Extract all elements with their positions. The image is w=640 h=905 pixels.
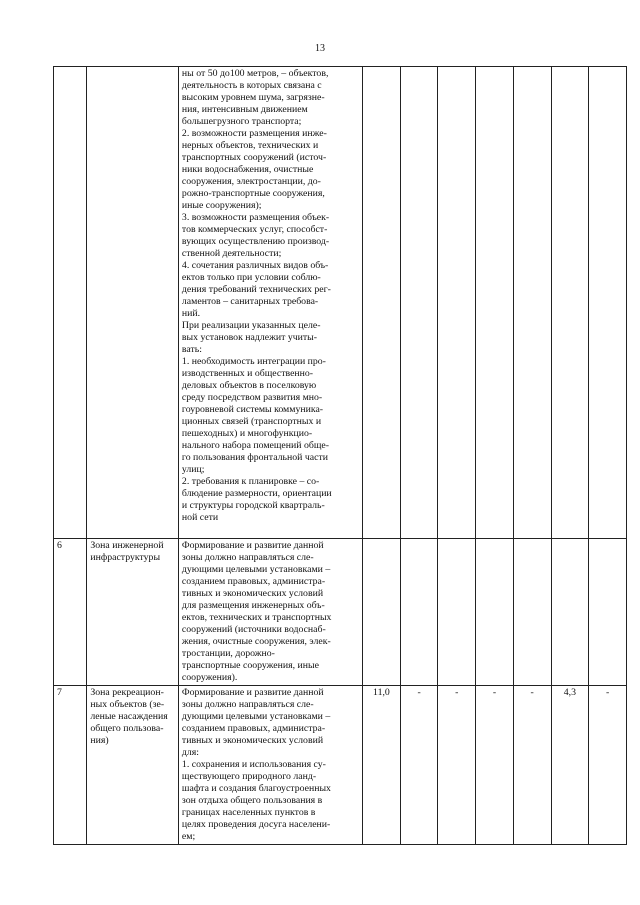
description-line: сооружения).	[181, 672, 238, 683]
description-line: дующими целевыми установками –	[181, 564, 331, 575]
description-line: нального набора помещений обще-	[181, 440, 329, 451]
description-line: тивных и экономических условий	[181, 735, 324, 746]
value-cell	[476, 539, 514, 686]
description-line: дующими целевыми установками –	[181, 711, 331, 722]
description-line: нерных объектов, технических и	[181, 140, 319, 151]
zone-name-line: общего пользова-	[90, 723, 164, 734]
zone-name-line: Зона инженерной	[90, 540, 164, 551]
value-cell	[400, 539, 438, 686]
description-line: деятельность в которых связана с	[181, 80, 322, 91]
description-line: рожно-транспортные сооружения,	[181, 188, 325, 199]
value-cell	[513, 67, 551, 539]
description-line: го пользования фронтальной части	[181, 452, 328, 463]
description-line: деловых объектов в поселковую	[181, 380, 317, 391]
description-line: ционных связей (транспортных и	[181, 416, 322, 427]
description-line: ем;	[181, 831, 196, 842]
description-line: иные сооружения);	[181, 200, 262, 211]
zoning-table	[53, 66, 627, 845]
description-line: границах населенных пунктов в	[181, 807, 316, 818]
zone-description-cell	[178, 539, 362, 686]
description-line: ственной деятельности;	[181, 248, 282, 259]
description-line: целях проведения досуга населени-	[181, 819, 331, 830]
description-line: вых установок надлежит учиты-	[181, 332, 318, 343]
description-line: ламентов – санитарных требова-	[181, 296, 319, 307]
description-line: изводственных и общественно-	[181, 368, 314, 379]
value-cell	[551, 539, 589, 686]
description-line: сооружений (источники водоснаб-	[181, 624, 326, 635]
description-line: зоны должно направляться сле-	[181, 552, 314, 563]
value-cell: -	[438, 686, 476, 845]
value-cell	[438, 539, 476, 686]
description-line: транспортных сооружений (источ-	[181, 152, 327, 163]
description-line: ной сети	[181, 512, 219, 523]
value-cell	[438, 67, 476, 539]
value-cell	[363, 67, 401, 539]
description-line: тростанции, дорожно-	[181, 648, 275, 659]
value-cell: -	[476, 686, 514, 845]
table-row	[54, 539, 627, 686]
description-line: для:	[181, 747, 200, 758]
description-line: ектов, технических и транспортных	[181, 612, 332, 623]
description-line: шафта и создания благоустроенных	[181, 783, 331, 794]
description-line: 3. возможности размещения объек-	[181, 212, 330, 223]
description-line: транспортные сооружения, иные	[181, 660, 319, 671]
description-line: тивных и экономических условий	[181, 588, 324, 599]
value-cell	[513, 539, 551, 686]
description-line: зон отдыха общего пользования в	[181, 795, 323, 806]
zone-name-cell	[87, 67, 179, 539]
description-line: и структуры городской квартраль-	[181, 500, 325, 511]
description-line: ны от 50 до100 метров, – объектов,	[181, 68, 329, 79]
value-cell: -	[589, 686, 627, 845]
description-line: 2. возможности размещения инже-	[181, 128, 327, 139]
description-line: ний.	[181, 308, 201, 319]
zone-description-cell	[178, 67, 362, 539]
description-line: для размещения инженерных объ-	[181, 600, 325, 611]
zone-description-cell	[178, 686, 362, 845]
description-line: сооружения, электростанции, до-	[181, 176, 321, 187]
row-number-cell: 6	[54, 539, 87, 686]
value-cell: -	[513, 686, 551, 845]
description-line: 1. необходимость интеграции про-	[181, 356, 326, 367]
description-line: среду посредством развития мно-	[181, 392, 323, 403]
description-line: высоким уровнем шума, загрязне-	[181, 92, 325, 103]
description-line: дения требований технических рег-	[181, 284, 331, 295]
description-line: созданием правовых, администра-	[181, 576, 326, 587]
zone-name-line: Зона рекреацион-	[90, 687, 164, 698]
description-line: вующих осуществлению производ-	[181, 236, 330, 247]
zone-name-cell	[87, 686, 179, 845]
description-line: ники водоснабжения, очистные	[181, 164, 314, 175]
description-line: 4. сочетания различных видов объ-	[181, 260, 329, 271]
description-line: ния, интенсивным движением	[181, 104, 308, 115]
description-line: большегрузного транспорта;	[181, 116, 302, 127]
description-line: тов коммерческих услуг, способст-	[181, 224, 328, 235]
value-cell: 4,3	[551, 686, 589, 845]
description-line: Формирование и развитие данной	[181, 687, 324, 698]
zone-name-line: ния)	[90, 735, 109, 746]
description-line: При реализации указанных целе-	[181, 320, 321, 331]
value-cell	[476, 67, 514, 539]
description-line: вать:	[181, 344, 202, 355]
value-cell	[363, 539, 401, 686]
description-line: гоуровневой системы коммуника-	[181, 404, 324, 415]
page-number: 13	[315, 43, 325, 54]
row-number-cell	[54, 67, 87, 539]
value-cell	[589, 539, 627, 686]
zone-name-line: инфраструктуры	[90, 552, 161, 563]
description-line: Формирование и развитие данной	[181, 540, 324, 551]
description-line: зоны должно направляться сле-	[181, 699, 314, 710]
row-number-cell: 7	[54, 686, 87, 845]
description-line: жения, очистные сооружения, элек-	[181, 636, 331, 647]
value-cell	[589, 67, 627, 539]
table-row	[54, 67, 627, 539]
description-line: блюдение размерности, ориентации	[181, 488, 332, 499]
description-line: 2. требования к планировке – со-	[181, 476, 320, 487]
value-cell: 11,0	[363, 686, 401, 845]
description-line: ществующего природного ланд-	[181, 771, 317, 782]
value-cell	[400, 67, 438, 539]
value-cell	[551, 67, 589, 539]
description-line: 1. сохранения и использования су-	[181, 759, 326, 770]
value-cell: -	[400, 686, 438, 845]
description-line: улиц;	[181, 464, 205, 475]
zone-name-cell	[87, 539, 179, 686]
zone-name-line: ных объектов (зе-	[90, 699, 165, 710]
description-line: ектов только при условии соблю-	[181, 272, 321, 283]
description-line: пешеходных) и многофункцио-	[181, 428, 313, 439]
description-line: созданием правовых, администра-	[181, 723, 326, 734]
zone-name-line: леные насаждения	[90, 711, 168, 722]
table-row	[54, 686, 627, 845]
